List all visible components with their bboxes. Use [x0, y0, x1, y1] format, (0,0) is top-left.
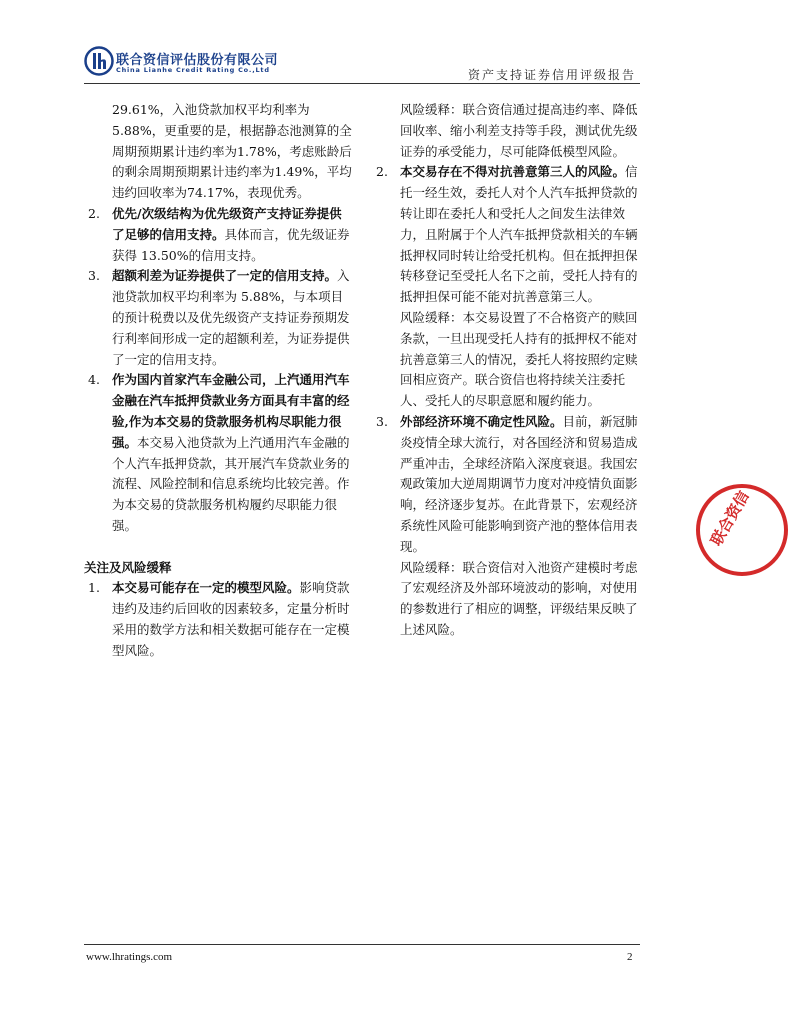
- header-divider: [84, 83, 640, 84]
- item-body: 具体而言，优先级证券获得 13.50%的信用支持。: [112, 226, 350, 263]
- page-number: 2: [627, 951, 633, 963]
- item-number: 1.: [88, 580, 100, 596]
- footer-divider: [84, 944, 640, 945]
- list-item: [84, 204, 352, 266]
- concern-item: [372, 162, 642, 308]
- svg-text:联合资信: 联合资信: [707, 487, 753, 549]
- item-body: 信托一经生效，委托人对个人汽车抵押贷款的转让即在委托人和受托人之间发生法律效力，且附属于个人汽车抵押贷款相关的车辆抵押权同时转让给受托机构。但在抵押担保转移登记至受托人名下之前，受托人持有的抵押担保可能不能对抗善意第三人。: [400, 164, 638, 305]
- item-heading: 优先/次级结构为优先级资产支持证券提供了足够的信用支持。: [112, 205, 342, 242]
- list-item: [84, 370, 352, 536]
- risk-mitigation-paragraph: 风险缓释：联合资信对入池资产建模时考虑了宏观经济及外部环境波动的影响，对使用的参数进行了相应的调整，评级结果反映了上述风险。: [400, 559, 638, 637]
- spacer: [84, 537, 352, 558]
- item-heading: 作为国内首家汽车金融公司，上汽通用汽车金融在汽车抵押贷款业务方面具有丰富的经验,作为本交易的贷款服务机构尽职能力很强。: [112, 372, 350, 450]
- intro-paragraph: 29.61%，入池贷款加权平均利率为 5.88%，更重要的是，根据静态池测算的全周期预期累计违约率为1.78%，考虑账龄后的剩余周期预期累计违约率为1.49%，平均违约回收率为74.17%，表现优秀。: [112, 102, 352, 201]
- company-seal-icon: [692, 470, 792, 590]
- item-number: 3.: [376, 413, 388, 429]
- item-heading: 外部经济环境不确定性风险。: [400, 413, 563, 429]
- item-number: 2.: [376, 164, 388, 180]
- section-title: 关注及风险缓释: [84, 559, 172, 575]
- item-number: 2.: [88, 205, 100, 221]
- item-body: 目前，新冠肺炎疫情全球大流行，对各国经济和贸易造成严重冲击，全球经济陷入深度衰退。我国宏观政策加大逆周期调节力度对冲疫情负面影响，经济逐步复苏。在此背景下，宏观经济系统性风险可能影响到资产池的整体信用表现。: [400, 413, 638, 554]
- item-heading: 超额利差为证券提供了一定的信用支持。: [112, 268, 338, 284]
- item-body: 本交易入池贷款为上汽通用汽车金融的个人汽车抵押贷款，其开展汽车贷款业务的流程、风险控制和信息系统均比较完善。作为本交易的贷款服务机构履约尽职能力很强。: [112, 434, 350, 533]
- item-number: 4.: [88, 372, 100, 388]
- item-heading: 本交易可能存在一定的模型风险。: [112, 580, 300, 596]
- company-name: 联合资信评估股份有限公司: [116, 53, 279, 68]
- item-body: 影响贷款违约及违约后回收的因素较多，定量分析时采用的数学方法和相关数据可能存在一定模型风险。: [112, 580, 350, 658]
- item-body: 入池贷款加权平均利率为 5.88%，与本项目的预计税费以及优先级资产支持证券预期发行利率间形成一定的超额利差，为证券提供了一定的信用支持。: [112, 268, 350, 367]
- footer-website-link[interactable]: www.lhratings.com: [86, 951, 173, 963]
- item-heading: 本交易存在不得对抗善意第三人的风险。: [400, 164, 626, 180]
- list-item: [84, 266, 352, 370]
- company-name-en: China Lianhe Credit Rating Co.,Ltd: [116, 66, 270, 74]
- risk-mitigation-paragraph: 风险缓释：本交易设置了不合格资产的赎回条款，一旦出现受托人持有的抵押权不能对抗善意第三人的情况，委托人将按照约定赎回相应资产。联合资信也将持续关注委托人、受托人的尽职意愿和履约能力。: [400, 309, 638, 409]
- report-type-title: 资产支持证券信用评级报告: [467, 68, 636, 82]
- concern-item: [84, 578, 352, 661]
- item-number: 3.: [88, 268, 100, 284]
- concern-item: [372, 412, 642, 558]
- risk-mitigation-paragraph: 风险缓释：联合资信通过提高违约率、降低回收率、缩小利差支持等手段，测试优先级证券的承受能力，尽可能降低模型风险。: [400, 102, 638, 159]
- company-logo-icon: [84, 46, 114, 76]
- page-header: [84, 46, 640, 82]
- left-column: [84, 100, 352, 662]
- right-column: [372, 100, 642, 641]
